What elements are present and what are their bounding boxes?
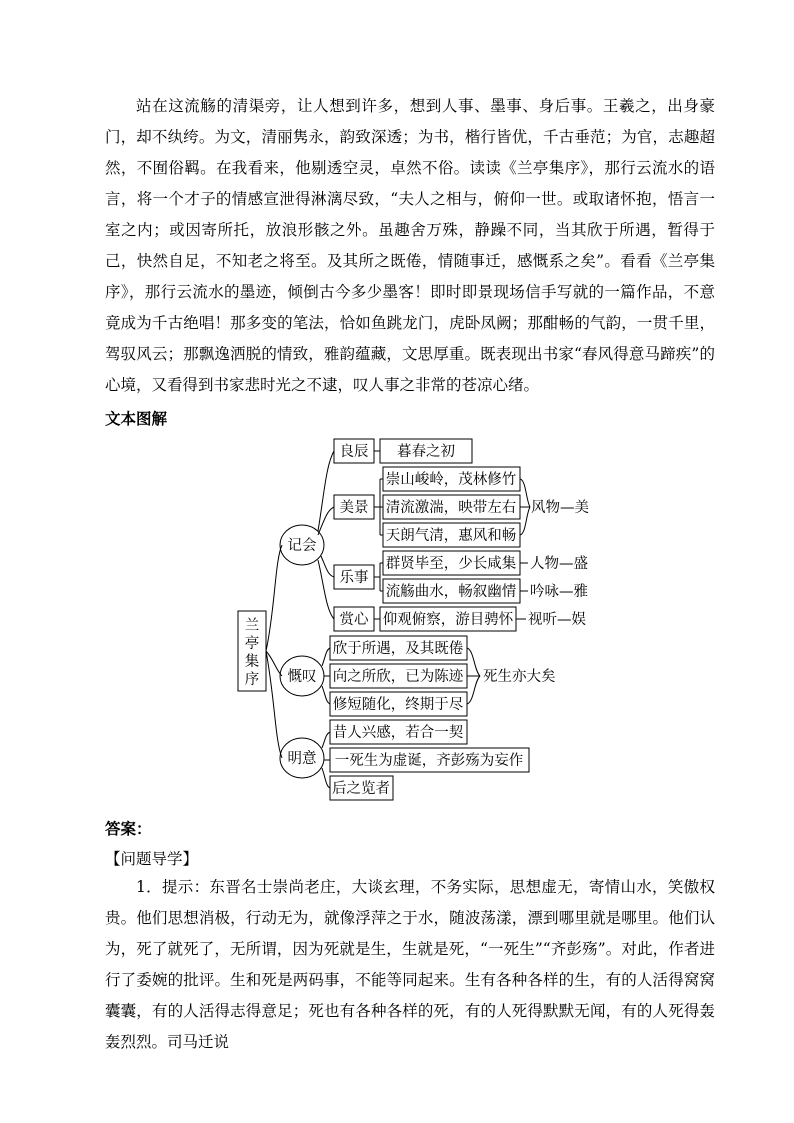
detail-meijing-2: 清流激湍，映带左右 <box>385 500 517 516</box>
outcome-fengwu: 风物—美 <box>531 500 589 516</box>
text-diagram <box>0 430 794 830</box>
detail-mingyi-2: 一死生为虚诞，齐彭殇为妄作 <box>334 753 524 769</box>
answer-section-label: 【问题导学】 <box>105 850 199 868</box>
outcome-yinyong: 吟咏—雅 <box>530 584 588 600</box>
root-label-1: 兰 <box>244 618 260 634</box>
item-leshi: 乐事 <box>339 570 369 586</box>
root-label-3: 集 <box>244 654 260 670</box>
detail-muchun: 暮春之初 <box>397 444 455 460</box>
branch-jihui: 记会 <box>287 538 317 554</box>
root-label-4: 序 <box>244 672 260 688</box>
detail-shangxin: 仰观俯察，游目骋怀 <box>382 612 514 628</box>
outcome-shiting: 视听—娱 <box>528 612 586 628</box>
item-shangxin: 赏心 <box>339 612 369 628</box>
outcome-renwu: 人物—盛 <box>530 556 588 572</box>
branch-kaitan: 慨叹 <box>287 669 317 685</box>
detail-mingyi-3: 后之览者 <box>332 781 390 797</box>
detail-leshi-2: 流觞曲水，畅叙幽情 <box>385 584 517 600</box>
item-meijing: 美景 <box>339 500 369 516</box>
detail-kaitan-3: 修短随化，终期于尽 <box>332 697 464 713</box>
detail-meijing-3: 天朗气清，惠风和畅 <box>385 528 517 544</box>
passage-text: 站在这流觞的清渠旁，让人想到许多，想到人事、墨事、身后事。王羲之，出身豪门，却不纨绔。为文，清丽隽永，韵致深透；为书，楷行皆优，千古垂范；为官，志趣超然，不囿俗羁。在我看来，他剔透空灵，卓然不俗。读读《兰亭集序》，那行云流水的语言，将一个才子的情感宣泄得淋漓尽致，“夫人之相与，俯仰一世。或取诸怀抱，悟言一室之内；或因寄所托，放浪形骸之外。虽趣舍万殊，静躁不同，当其欣于所遇，暂得于己，快然自足，不知老之将至。及其所之既倦，情随事迁，感慨系之矣”。看看《兰亭集序》，那行云流水的墨迹，倾倒古今多少墨客！即时即景现场信手写就的一篇作品，不意竟成为千古绝唱！那多变的笔法，恰如鱼跳龙门，虎卧凤阙；那酣畅的气韵，一贯千里，驾驭风云；那飘逸洒脱的情致，雅韵蕴藏，文思厚重。既表现出书家“春风得意马蹄疾”的心境，又看得到书家悲时光之不逮，叹人事之非常的苍凉心绪。 <box>105 97 715 394</box>
answer-paragraph <box>105 872 715 1058</box>
answer-heading: 答案： <box>105 819 152 838</box>
diagram-heading: 文本图解 <box>105 409 168 428</box>
passage-paragraph <box>105 91 715 401</box>
detail-kaitan-1: 欣于所遇，及其既倦 <box>332 641 464 657</box>
detail-leshi-1: 群贤毕至，少长咸集 <box>385 556 517 572</box>
item-liangchen: 良辰 <box>339 444 369 460</box>
detail-meijing-1: 崇山峻岭，茂林修竹 <box>385 472 517 488</box>
detail-mingyi-1: 昔人兴感，若合一契 <box>332 725 464 741</box>
answer-text: 1．提示：东晋名士崇尚老庄，大谈玄理，不务实际，思想虚无，寄情山水，笑傲权贵。他们思想消极，行动无为，就像浮萍之于水，随波荡漾，漂到哪里就是哪里。他们认为，死了就死了，无所谓，因为死就是生，生就是死，“一死生”“齐彭殇”。对此，作者进行了委婉的批评。生和死是两码事，不能等同起来。生有各种各样的生，有的人活得窝窝囊囊，有的人活得志得意足；死也有各种各样的死，有的人死得默默无闻，有的人死得轰轰烈烈。司马迁说 <box>105 878 715 1051</box>
root-label-2: 亭 <box>244 636 260 652</box>
branch-mingyi: 明意 <box>287 751 317 767</box>
outcome-sisheng: 死生亦大矣 <box>483 669 556 685</box>
detail-kaitan-2: 向之所欣，已为陈迹 <box>332 669 464 685</box>
